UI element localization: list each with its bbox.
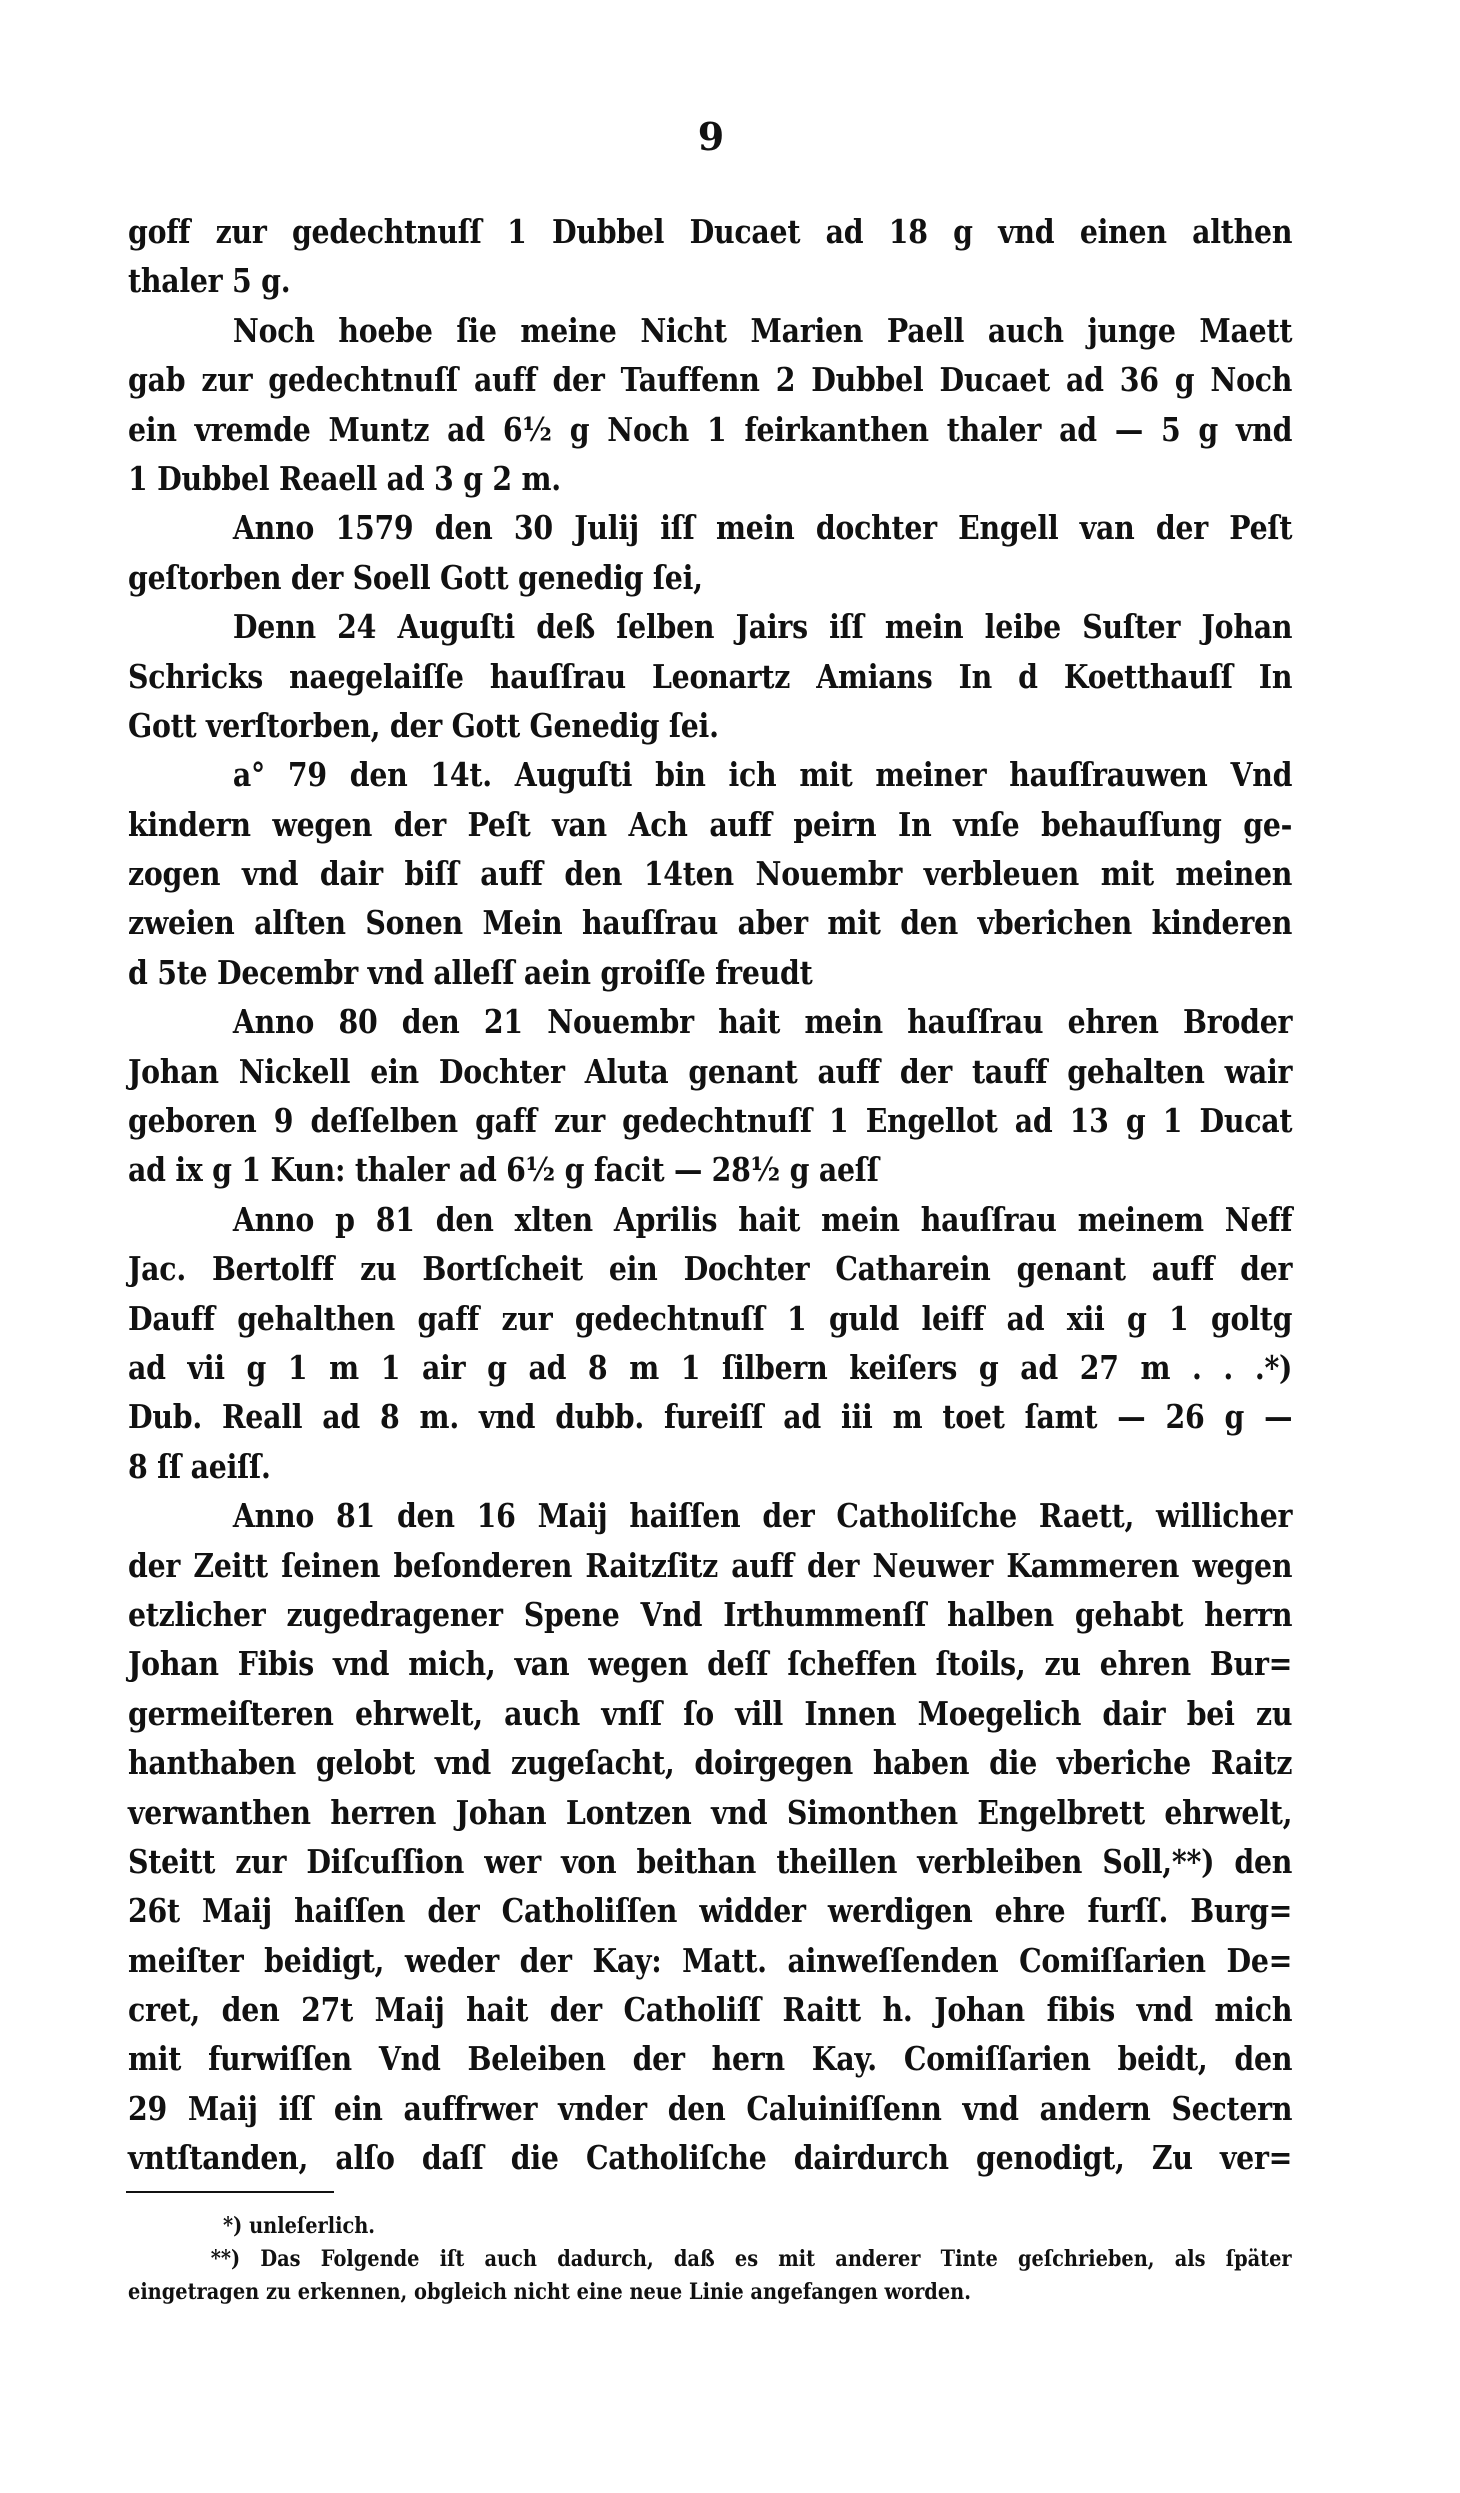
text-line: ad ix g 1 Kun: thaler ad 6½ g facit — 28½ g aeſſ bbox=[128, 1150, 879, 1190]
text-line: Steitt zur Diſcuſſion wer von beithan theillen verbleiben Soll,**) den bbox=[128, 1841, 1293, 1881]
paragraph-start-line: Anno 80 den 21 Nouembr hait mein hauſſrau ehren Broder bbox=[232, 1002, 1293, 1042]
footnotes bbox=[128, 2210, 1292, 2309]
paragraph-start-line: Noch hoebe ſie meine Nicht Marien Paell auch junge Maett bbox=[232, 310, 1293, 350]
text-line: Gott verſtorben, der Gott Genedig ſei. bbox=[128, 705, 719, 745]
text-line: Johan Fibis vnd mich, van wegen deſſ ſcheffen ſtoils, zu ehren Bur= bbox=[128, 1644, 1293, 1684]
text-line: Jac. Bertolff zu Bortſcheit ein Dochter Catharein genant auff der bbox=[128, 1249, 1293, 1289]
paragraph-start-line: Anno 81 den 16 Maij haiſſen der Catholiſche Raett, willicher bbox=[232, 1496, 1293, 1536]
text-line: mit furwiſſen Vnd Beleiben der hern Kay. Comiſſarien beidt, den bbox=[128, 2039, 1293, 2079]
text-line: Schricks naegelaiſſe hauſſrau Leonartz Amians In d Koetthauſſ In bbox=[128, 656, 1293, 696]
text-line: 1 Dubbel Reaell ad 3 g 2 m. bbox=[128, 458, 561, 498]
text-line: ad vii g 1 m 1 air g ad 8 m 1 ſilbern keiſers g ad 27 m . . .*) bbox=[128, 1347, 1293, 1387]
text-line: der Zeitt ſeinen beſonderen Raitzſitz auff der Neuwer Kammeren wegen bbox=[128, 1545, 1293, 1585]
body-text bbox=[128, 207, 1292, 2183]
footnote-2: **) Das Folgende iſt auch dadurch, daß es mit anderer Tinte geſchrieben, als ſpäter bbox=[210, 2246, 1292, 2272]
text-line: zogen vnd dair biſſ auff den 14ten Nouembr verbleuen mit meinen bbox=[128, 854, 1293, 894]
footnote-1: *) unleſerlich. bbox=[223, 2213, 376, 2239]
text-line: gab zur gedechtnuſſ auff der Tauffenn 2 Dubbel Ducaet ad 36 g Noch bbox=[128, 360, 1293, 400]
text-line: Dauff gehalthen gaff zur gedechtnuſſ 1 guld leiff ad xii g 1 goltg bbox=[128, 1298, 1293, 1338]
text-line: geſtorben der Soell Gott genedig ſei, bbox=[128, 557, 703, 597]
text-line: meiſter beidigt, weder der Kay: Matt. ainweſſenden Comiſſarien De= bbox=[128, 1940, 1293, 1980]
text-line: etzlicher zugedragener Spene Vnd Irthummenſſ halben gehabt herrn bbox=[128, 1594, 1293, 1634]
text-line: Johan Nickell ein Dochter Aluta genant auff der tauff gehalten wair bbox=[128, 1051, 1293, 1091]
paragraph-start-line: Anno p 81 den xlten Aprilis hait mein hauſſrau meinem Neff bbox=[232, 1199, 1293, 1239]
text-line: kindern wegen der Peſt van Ach auff peirn In vnſe behauſſung ge- bbox=[128, 804, 1293, 844]
text-line: zweien alſten Sonen Mein hauſſrau aber mit den vberichen kinderen bbox=[128, 903, 1293, 943]
text-line: geboren 9 deſſelben gaff zur gedechtnuſſ 1 Engellot ad 13 g 1 Ducat bbox=[128, 1101, 1293, 1141]
text-line: goff zur gedechtnuſſ 1 Dubbel Ducaet ad 18 g vnd einen althen bbox=[128, 212, 1293, 251]
paragraph-start-line: Denn 24 Auguſti deß ſelben Jairs iſſ mein leibe Suſter Johan bbox=[232, 607, 1293, 647]
text-line: ein vremde Muntz ad 6½ g Noch 1 feirkanthen thaler ad — 5 g vnd bbox=[128, 409, 1293, 449]
footnote-2-continued: eingetragen zu erkennen, obgleich nicht eine neue Linie angefangen worden. bbox=[128, 2279, 971, 2305]
text-line: germeiſteren ehrwelt, auch vnſſ ſo vill Innen Moegelich dair bei zu bbox=[128, 1693, 1293, 1733]
text-line: 29 Maij iſſ ein auffrwer vnder den Caluiniſſenn vnd andern Sectern bbox=[128, 2088, 1293, 2128]
footnote-divider bbox=[126, 2191, 334, 2193]
text-line: vntſtanden, alſo daſſ die Catholiſche dairdurch genodigt, Zu ver= bbox=[128, 2138, 1293, 2178]
text-line: thaler 5 g. bbox=[128, 261, 291, 301]
text-line: 26t Maij haiſſen der Catholiſſen widder werdigen ehre furſſ. Burg= bbox=[128, 1891, 1293, 1931]
paragraph-start-line: Anno 1579 den 30 Julij iſſ mein dochter Engell van der Peſt bbox=[232, 508, 1293, 548]
text-line: hanthaben gelobt vnd zugeſacht, doirgegen haben die vberiche Raitz bbox=[128, 1743, 1293, 1783]
text-line: d 5te Decembr vnd alleſſ aein groiſſe freudt bbox=[128, 952, 813, 992]
text-line: 8 ſſ aeiſſ. bbox=[128, 1446, 271, 1486]
paragraph-start-line: a° 79 den 14t. Auguſti bin ich mit meiner hauſſrauwen Vnd bbox=[232, 755, 1293, 795]
text-line: verwanthen herren Johan Lontzen vnd Simonthen Engelbrett ehrwelt, bbox=[128, 1792, 1293, 1832]
page-number: 9 bbox=[697, 114, 725, 159]
text-line: cret, den 27t Maij hait der Catholiſſ Raitt h. Johan fibis vnd mich bbox=[128, 1990, 1293, 2030]
text-line: Dub. Reall ad 8 m. vnd dubb. fureiſſ ad iii m toet ſamt — 26 g — bbox=[128, 1397, 1293, 1437]
